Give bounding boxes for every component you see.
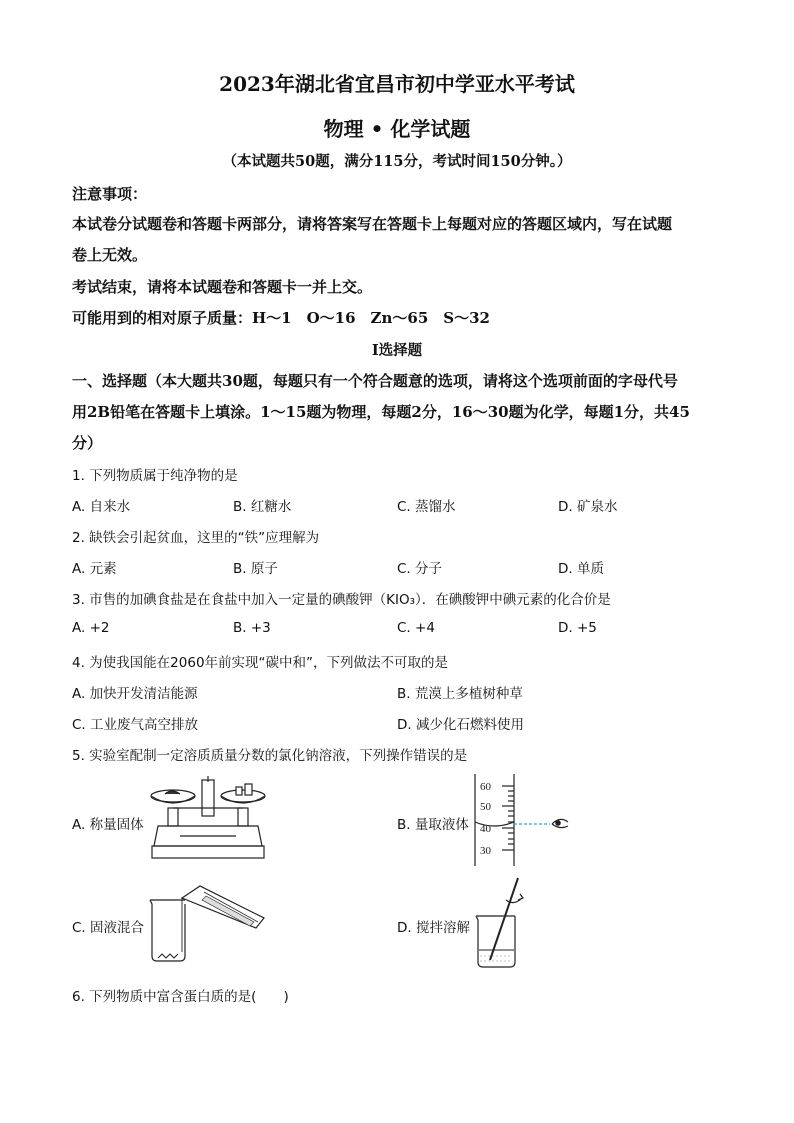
- exam-info: （本试题共50题，满分115分，考试时间150分钟。）: [222, 153, 572, 170]
- cylinder-label-40: 40: [480, 823, 491, 835]
- stirring-beaker-figure: [474, 876, 534, 970]
- notes-line-1: 本试卷分试题卷和答题卡两部分，请将答案写在答题卡上每题对应的答题区域内，写在试题: [72, 215, 673, 233]
- notes-line-3: 考试结束，请将本试题卷和答题卡一并上交。: [72, 278, 373, 296]
- q5-option-a: A. 称量固体: [72, 817, 144, 833]
- q4-option-c: C. 工业废气高空排放: [72, 717, 199, 733]
- q5-option-b: B. 量取液体: [397, 817, 469, 833]
- cylinder-label-60: 60: [480, 781, 491, 793]
- q3-option-a: A. +2: [72, 620, 110, 636]
- section-intro-3: 分）: [72, 434, 103, 452]
- question-4-stem: 4. 为使我国能在2060年前实现“碳中和”，下列做法不可取的是: [72, 655, 449, 671]
- q2-option-a: A. 元素: [72, 561, 117, 577]
- eye-icon: [552, 819, 568, 827]
- question-1-stem: 1. 下列物质属于纯净物的是: [72, 468, 238, 484]
- cylinder-label-50: 50: [480, 801, 491, 813]
- graduated-cylinder-figure: [474, 772, 574, 868]
- q4-option-b: B. 荒漠上多植树种草: [397, 686, 523, 702]
- q3-option-d: D. +5: [558, 620, 597, 636]
- q1-option-a: A. 自来水: [72, 499, 131, 515]
- question-3-stem: 3. 市售的加碘食盐是在食盐中加入一定量的碘酸钾（KIO₃）．在碘酸钾中碘元素的化合价是: [72, 592, 611, 608]
- notes-heading: 注意事项：: [72, 185, 148, 203]
- question-5-stem: 5. 实验室配制一定溶质质量分数的氯化钠溶液，下列操作错误的是: [72, 748, 468, 764]
- atomic-mass-line: 可能用到的相对原子质量：H～1 O～16 Zn～65 S～32: [72, 309, 490, 327]
- pouring-beaker-figure: [146, 882, 266, 964]
- question-6-stem: 6. 下列物质中富含蛋白质的是( ): [72, 989, 289, 1005]
- q3-option-b: B. +3: [233, 620, 271, 636]
- section-title: Ⅰ选择题: [371, 342, 423, 359]
- q1-option-d: D. 矿泉水: [558, 499, 618, 515]
- q2-option-b: B. 原子: [233, 561, 278, 577]
- q1-option-c: C. 蒸馏水: [397, 499, 456, 515]
- cylinder-label-30: 30: [480, 845, 491, 857]
- q3-option-c: C. +4: [397, 620, 435, 636]
- q4-option-d: D. 减少化石燃料使用: [397, 717, 524, 733]
- section-intro-2: 用2B铅笔在答题卡上填涂。1～15题为物理，每题2分，16～30题为化学，每题1分，共45: [72, 403, 690, 421]
- q2-option-d: D. 单质: [558, 561, 604, 577]
- notes-line-2: 卷上无效。: [72, 246, 148, 264]
- section-intro-1: 一、选择题（本大题共30题，每题只有一个符合题意的选项，请将这个选项前面的字母代号: [72, 372, 678, 390]
- balance-scale-figure: [150, 776, 268, 864]
- q5-option-d: D. 搅拌溶解: [397, 920, 470, 936]
- q4-option-a: A. 加快开发清洁能源: [72, 686, 198, 702]
- q1-option-b: B. 红糖水: [233, 499, 292, 515]
- exam-title: 2023年湖北省宜昌市初中学亚水平考试: [219, 72, 575, 96]
- question-2-stem: 2. 缺铁会引起贫血，这里的“铁”应理解为: [72, 530, 320, 546]
- q2-option-c: C. 分子: [397, 561, 443, 577]
- q5-option-c: C. 固液混合: [72, 920, 145, 936]
- exam-subtitle: 物理 • 化学试题: [323, 117, 471, 141]
